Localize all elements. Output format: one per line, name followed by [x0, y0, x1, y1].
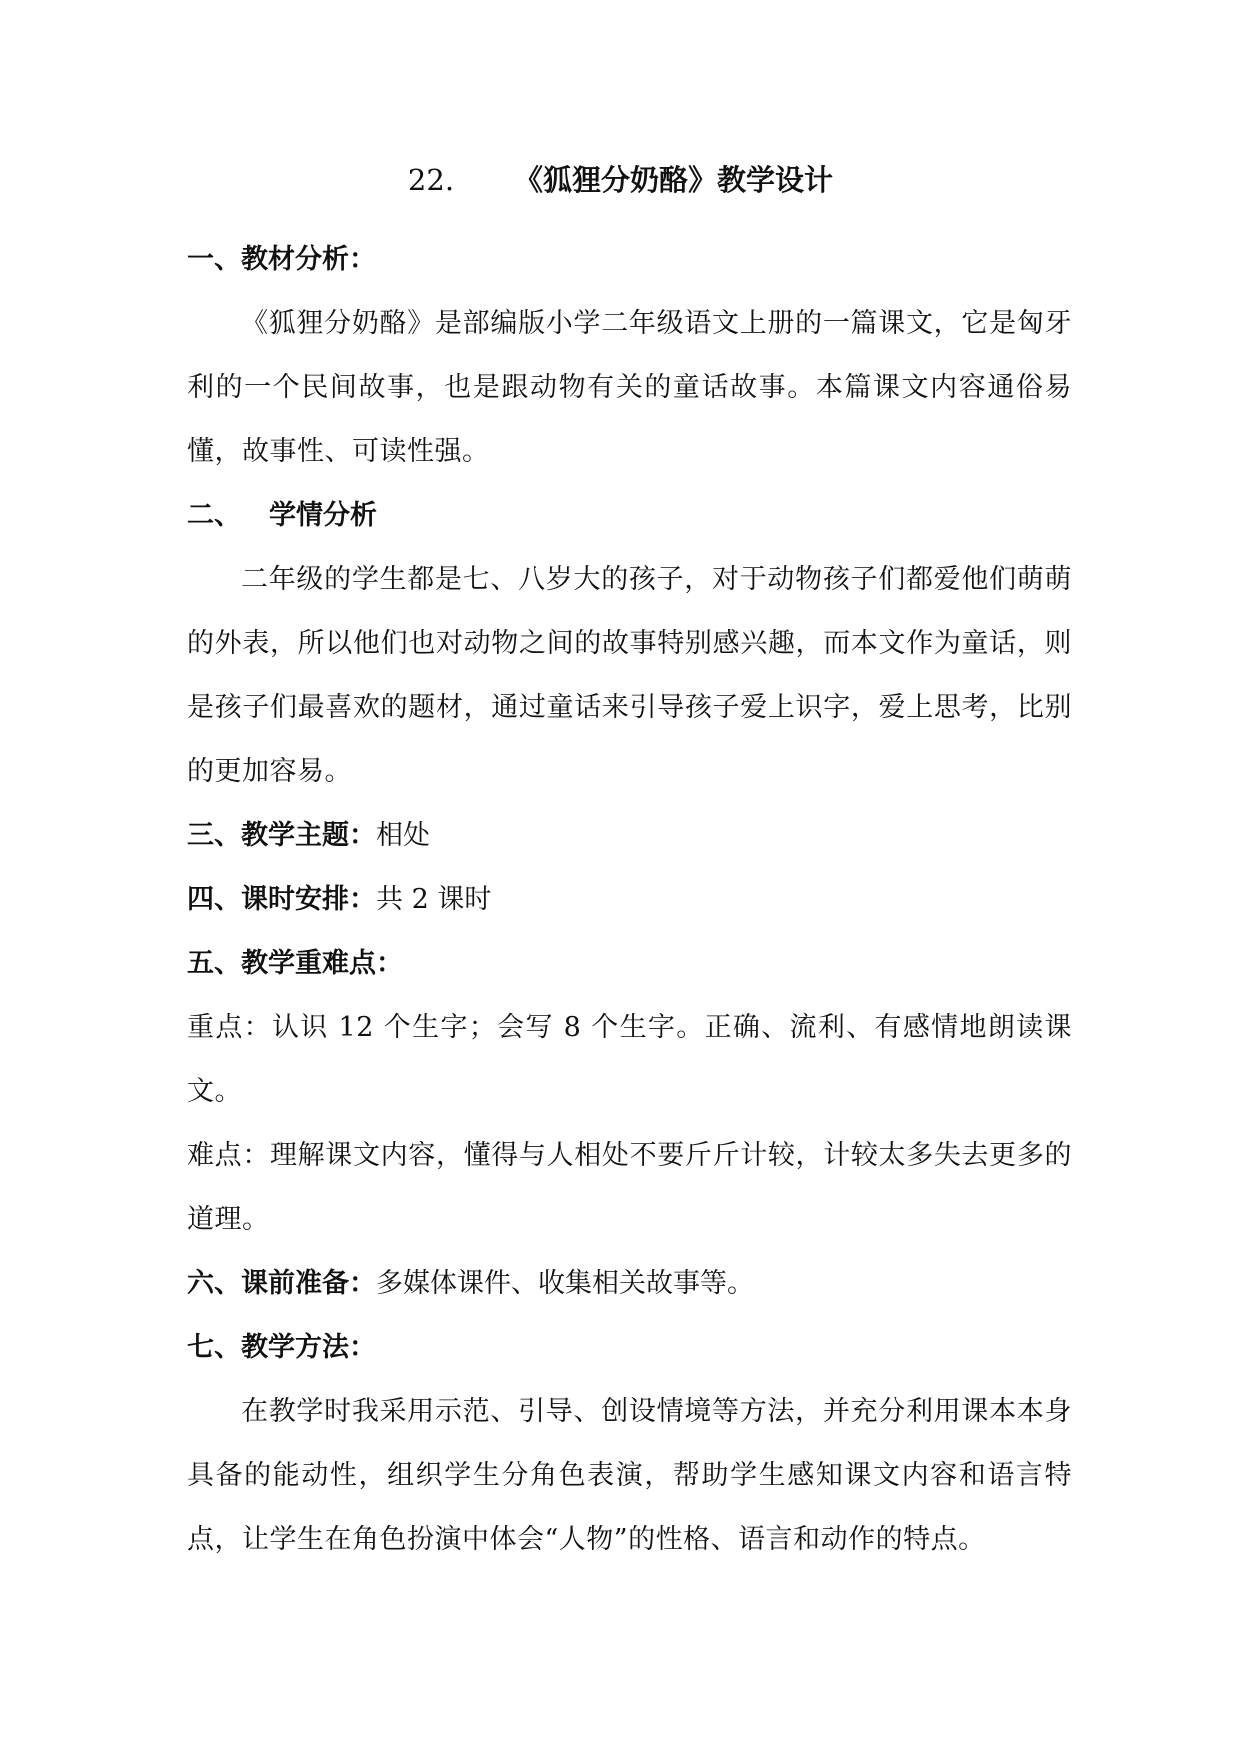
section-heading-student-analysis — [187, 484, 1072, 548]
teaching-methods-paragraph: 在教学时我采用示范、引导、创设情境等方法，并充分利用课本本身具备的能动性，组织学生分角色表演，帮助学生感知课文内容和语言特点，让学生在角色扮演中体会“人物”的性格、语言和动作的特点。 — [187, 1396, 1072, 1555]
section-heading-preparation — [187, 1252, 1072, 1316]
difficult-point-paragraph: 难点：理解课文内容，懂得与人相处不要斤斤计较，计较太多失去更多的道理。 — [187, 1140, 1072, 1235]
section-heading-class-schedule — [187, 868, 1072, 932]
class-schedule-label: 四、课时安排： — [187, 884, 376, 915]
title-number: 22. — [407, 163, 455, 197]
section-heading-textbook-analysis: 一、教材分析： — [187, 244, 376, 275]
preparation-value: 多媒体课件、收集相关故事等。 — [376, 1268, 754, 1299]
textbook-analysis-paragraph: 《狐狸分奶酪》是部编版小学二年级语文上册的一篇课文，它是匈牙利的一个民间故事，也是跟动物有关的童话故事。本篇课文内容通俗易懂，故事性、可读性强。 — [187, 308, 1072, 467]
section-heading-teaching-methods: 七、教学方法： — [187, 1332, 376, 1363]
teaching-theme-value: 相处 — [376, 820, 430, 851]
document-body — [187, 228, 1072, 1572]
student-analysis-paragraph: 二年级的学生都是七、八岁大的孩子，对于动物孩子们都爱他们萌萌的外表，所以他们也对动物之间的故事特别感兴趣，而本文作为童话，则是孩子们最喜欢的题材，通过童话来引导孩子爱上识字，爱上思考，比别的更加容易。 — [187, 564, 1072, 787]
title-text: 《狐狸分奶酪》教学设计 — [514, 163, 834, 197]
document-title — [0, 160, 1241, 200]
section-heading-teaching-theme — [187, 804, 1072, 868]
preparation-label: 六、课前准备： — [187, 1268, 376, 1299]
student-analysis-title: 学情分析 — [269, 500, 377, 531]
section-heading-key-difficult-points: 五、教学重难点： — [187, 948, 403, 979]
student-analysis-label: 二、 — [187, 500, 241, 531]
teaching-theme-label: 三、教学主题： — [187, 820, 376, 851]
class-schedule-value: 共 2 课时 — [376, 884, 492, 915]
key-point-paragraph: 重点：认识 12 个生字；会写 8 个生字。正确、流利、有感情地朗读课文。 — [187, 1012, 1072, 1107]
